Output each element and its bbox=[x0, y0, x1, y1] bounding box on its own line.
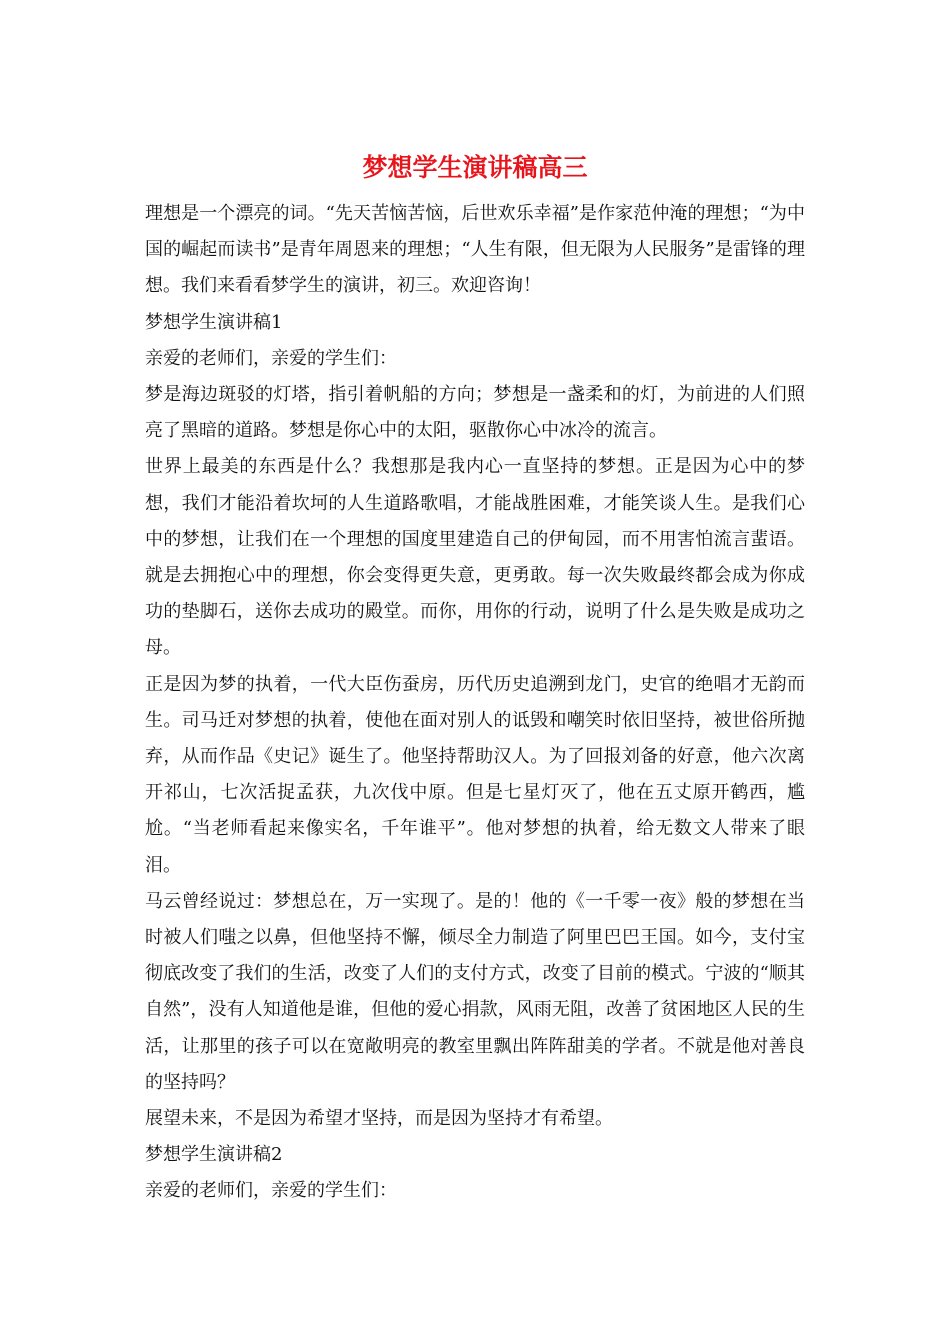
salutation: 亲爱的老师们，亲爱的学生们： bbox=[145, 1180, 397, 1202]
body-paragraph: 世界上最美的东西是什么？我想那是我内心一直坚持的梦想。正是因为心中的梦想，我们才能沿着坎坷的人生道路歌唱，才能战胜困难，才能笑谈人生。是我们心中的梦想，让我们在一个理想的国度里建造自己的伊甸园，而不用害怕流言蜚语。就是去拥抱心中的理想，你会变得更失意，更勇敢。每一次失败最终都会成为你成功的垫脚石，送你去成功的殿堂。而你，用你的行动，说明了什么是失败是成功之母。 bbox=[145, 456, 805, 659]
salutation: 亲爱的老师们，亲爱的学生们： bbox=[145, 347, 397, 369]
body-paragraph: 梦是海边斑驳的灯塔，指引着帆船的方向；梦想是一盏柔和的灯，为前进的人们照亮了黑暗的道路。梦想是你心中的太阳，驱散你心中冰冷的流言。 bbox=[145, 384, 805, 442]
body-paragraph: 正是因为梦的执着，一代大臣伤蚕房，历代历史追溯到龙门，史官的绝唱才无韵而生。司马迁对梦想的执着，使他在面对别人的诋毁和嘲笑时依旧坚持，被世俗所抛弃，从而作品《史记》诞生了。他坚持帮助汉人。为了回报刘备的好意，他六次离开祁山，七次活捉孟获，九次伐中原。但是七星灯灭了，他在五丈原开鹤西，尴尬。“当老师看起来像实名，千年谁平”。他对梦想的执着，给无数文人带来了眼泪。 bbox=[145, 673, 805, 876]
section-heading: 梦想学生演讲稿2 bbox=[145, 1144, 283, 1166]
document-body bbox=[145, 196, 805, 1210]
intro-paragraph: 理想是一个漂亮的词。“先天苦恼苦恼，后世欢乐幸福”是作家范仲淹的理想；“为中国的崛起而读书”是青年周恩来的理想；“人生有限，但无限为人民服务”是雷锋的理想。我们来看看梦学生的演讲，初三。欢迎咨询！ bbox=[145, 203, 805, 297]
section-heading: 梦想学生演讲稿1 bbox=[145, 311, 283, 333]
document-title: 梦想学生演讲稿高三 bbox=[362, 153, 588, 182]
body-paragraph: 马云曾经说过：梦想总在，万一实现了。是的！他的《一千零一夜》般的梦想在当时被人们嗤之以鼻，但他坚持不懈，倾尽全力制造了阿里巴巴王国。如今，支付宝彻底改变了我们的生活，改变了人们的支付方式，改变了目前的模式。宁波的“顺其自然”，没有人知道他是谁，但他的爱心捐款，风雨无阻，改善了贫困地区人民的生活，让那里的孩子可以在宽敞明亮的教室里飘出阵阵甜美的学者。不就是他对善良的坚持吗？ bbox=[145, 890, 805, 1093]
body-paragraph: 展望未来，不是因为希望才坚持，而是因为坚持才有希望。 bbox=[145, 1108, 613, 1130]
